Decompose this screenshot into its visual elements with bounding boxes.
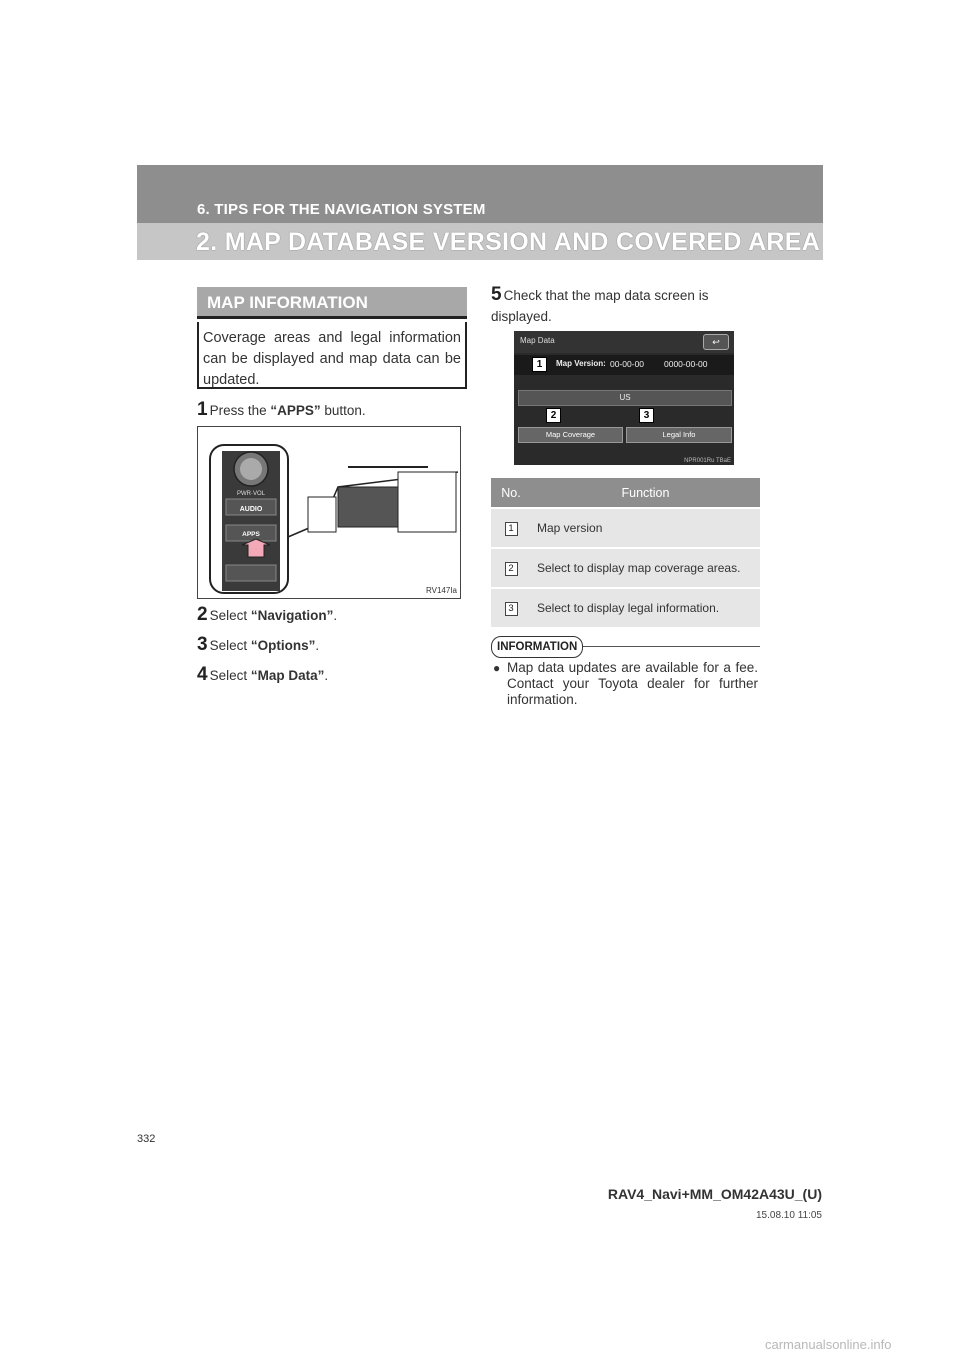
document-id: RAV4_Navi+MM_OM42A43U_(U) <box>607 1186 822 1202</box>
region-label: US <box>518 390 732 406</box>
callout-1: 1 <box>532 357 547 372</box>
step-text: . <box>333 608 338 623</box>
map-coverage-button[interactable]: Map Coverage <box>518 427 623 443</box>
row-number: 3 <box>505 602 518 616</box>
step-number: 5 <box>491 284 502 305</box>
step-number: 3 <box>197 634 208 655</box>
vent-left <box>308 497 336 532</box>
table-cell-no <box>491 508 531 548</box>
table-row <box>491 508 760 548</box>
step-2 <box>197 604 337 626</box>
step-text: . <box>315 638 320 653</box>
callout-2: 2 <box>546 408 561 423</box>
illustration-code: RV147Ia <box>426 586 457 595</box>
table-header-row <box>491 478 760 508</box>
table-cell-function: Map version <box>531 508 760 548</box>
info-box <box>197 322 467 389</box>
step-text: Check that the map data screen is displayed. <box>491 288 709 324</box>
info-box-text: Coverage areas and legal information can be displayed and map data can be updated. <box>203 330 461 388</box>
back-button[interactable]: ↩ <box>703 334 729 350</box>
step-number: 4 <box>197 664 208 685</box>
legal-info-button[interactable]: Legal Info <box>626 427 732 443</box>
step-keyword: “Navigation” <box>250 608 334 623</box>
step-keyword: “Options” <box>250 638 316 653</box>
table-header-function: Function <box>531 478 760 508</box>
table-cell-function: Select to display legal information. <box>531 588 760 627</box>
information-tag: INFORMATION <box>491 636 583 658</box>
table-cell-no <box>491 588 531 627</box>
label-pwr-vol: PWR·VOL <box>236 491 266 497</box>
bullet-dot: ● <box>493 661 501 675</box>
info-heading: MAP INFORMATION <box>197 287 467 319</box>
step-text: Select <box>209 638 251 653</box>
watermark: carmanualsonline.info <box>765 1337 892 1352</box>
function-table <box>491 478 760 627</box>
label-apps: APPS <box>242 531 260 538</box>
map-version-number: 0000-00-00 <box>664 359 708 369</box>
map-version-label: Map Version: <box>556 359 606 368</box>
information-text: Map data updates are available for a fee. Contact your Toyota dealer for further information. <box>507 660 758 707</box>
step-text: Select <box>209 608 251 623</box>
step-text: Press the <box>209 403 271 418</box>
phone-button <box>226 565 276 581</box>
document-date: 15.08.10 11:05 <box>756 1210 822 1221</box>
page-number: 332 <box>137 1133 156 1145</box>
table-header-no: No. <box>491 478 531 508</box>
map-version-date: 00-00-00 <box>610 359 645 369</box>
section-label: 6. TIPS FOR THE NAVIGATION SYSTEM <box>197 201 486 218</box>
step-5 <box>491 284 751 327</box>
table-row <box>491 548 760 588</box>
step-1 <box>197 399 366 421</box>
step-keyword: “APPS” <box>270 403 321 418</box>
information-bullet-item <box>493 660 758 708</box>
console-illustration <box>197 426 461 599</box>
step-number: 2 <box>197 604 208 625</box>
step-4 <box>197 664 328 686</box>
step-number: 1 <box>197 399 208 420</box>
callout-3: 3 <box>639 408 654 423</box>
step-keyword: “Map Data” <box>250 668 325 683</box>
table-row <box>491 588 760 627</box>
row-number: 2 <box>505 562 518 576</box>
table-cell-function: Select to display map coverage areas. <box>531 548 760 588</box>
step-text: . <box>324 668 329 683</box>
screen-title: Map Data <box>520 336 555 345</box>
step-3 <box>197 634 319 656</box>
label-audio: AUDIO <box>239 506 263 513</box>
display-screen <box>338 487 398 527</box>
page-title: 2. MAP DATABASE VERSION AND COVERED AREA <box>196 228 821 256</box>
console-drawing <box>198 427 460 598</box>
step-text: Select <box>209 668 251 683</box>
map-data-screen <box>514 331 734 465</box>
volume-knob-center <box>240 458 262 480</box>
vent-right <box>398 472 456 532</box>
row-number: 1 <box>505 522 518 536</box>
table-cell-no <box>491 548 531 588</box>
screen-image-code: NPR001Ru TBaE <box>684 458 731 464</box>
step-text: button. <box>320 403 366 418</box>
